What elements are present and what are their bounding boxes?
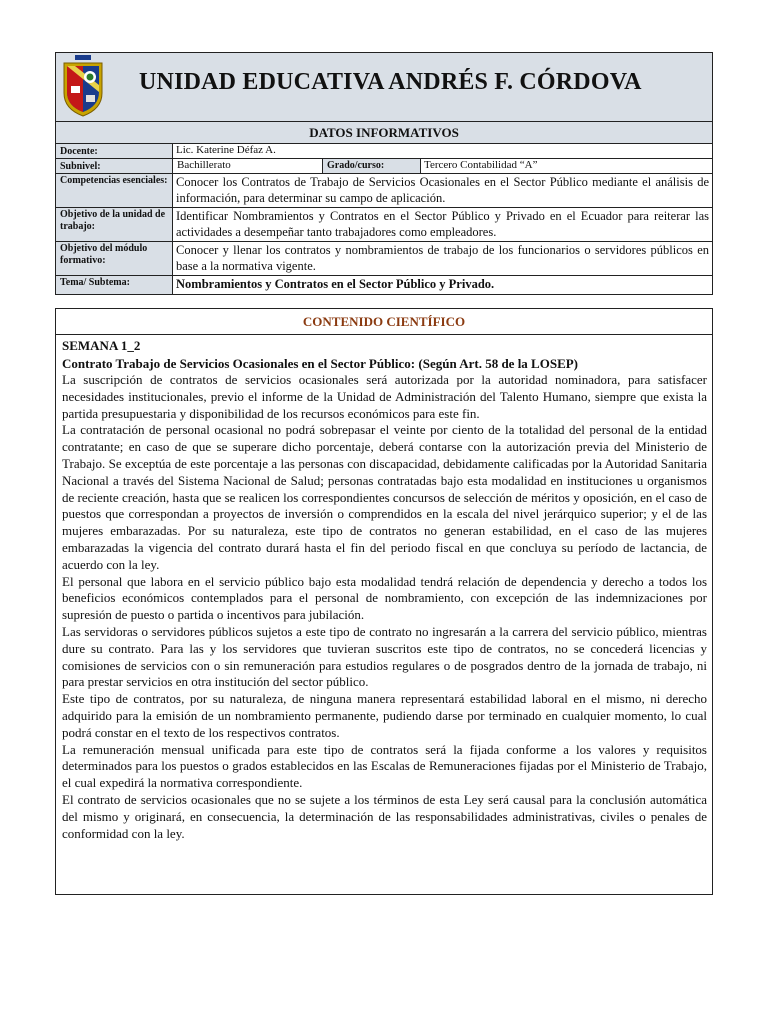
competencias-row [56, 174, 712, 208]
school-title: UNIDAD EDUCATIVA ANDRÉS F. CÓRDOVA [139, 69, 642, 95]
paragraph: El contrato de servicios ocasionales que no se sujete a los términos de esta Ley será causal para la conclusión automática del mismo y originará, en consecuencia, la determinación de las responsabilidades administrativas, civiles o penales de conformidad con la ley. [62, 791, 707, 841]
contenido-cientifico-box [55, 308, 713, 895]
tema-value: Nombramientos y Contratos en el Sector Público y Privado. [176, 277, 495, 291]
paragraph: Las servidoras o servidores públicos sujetos a este tipo de contrato no ingresarán a la carrera del servicio público, mientras dure su contrato. Para las y los servidores que tuvieran suscritos este tipo de contratos, no se concederá licencias y comisiones de servicios con o sin remuneración para estudios regulares o de posgrados dentro de la jornada de trabajo, ni para prestar servicios en otra institución del sector público. [62, 623, 707, 690]
competencias-value: Conocer los Contratos de Trabajo de Servicios Ocasionales en el Sector Público mediante el análisis de información, para determinar su campo de aplicación. [176, 175, 709, 205]
competencias-label: Competencias esenciales: [56, 174, 173, 207]
objetivo-modulo-value: Conocer y llenar los contratos y nombramientos de trabajo de los funcionarios o servidores públicos en base a la normativa vigente. [176, 243, 709, 273]
title-row [56, 53, 712, 122]
content-heading: CONTENIDO CIENTÍFICO [56, 309, 712, 335]
subnivel-row [56, 159, 712, 174]
content-subtitle: Contrato Trabajo de Servicios Ocasionales en el Sector Público: (Según Art. 58 de la LOSEP) [62, 356, 579, 371]
grado-value: Tercero Contabilidad “A” [424, 159, 538, 171]
docente-label: Docente: [56, 144, 173, 158]
grado-label: Grado/curso: [323, 159, 421, 173]
objetivo-modulo-row [56, 242, 712, 276]
tema-label: Tema/ Subtema: [56, 276, 173, 294]
subnivel-value: Bachillerato [173, 159, 323, 173]
paragraph: Este tipo de contratos, por su naturaleza, de ninguna manera representará estabilidad laboral en el mismo, ni derecho adquirido para la emisión de un nombramiento permanente, pudiendo darse por terminado en cualquier momento, lo cual podrá constar en el texto de los respectivos contratos. [62, 691, 707, 740]
objetivo-unidad-row [56, 208, 712, 242]
section-title: DATOS INFORMATIVOS [56, 122, 712, 144]
content-body [56, 335, 712, 842]
paragraph: El personal que labora en el servicio público bajo esta modalidad tendrá relación de dependencia y derecho a todos los beneficios económicos contemplados para el personal de nombramiento, con excepción de las indemnizaciones por supresión de puesto o partida o incentivos para jubilación. [62, 573, 707, 623]
school-shield-logo [61, 55, 105, 117]
paragraph: La suscripción de contratos de servicios ocasionales será autorizada por la autoridad nominadora, para satisfacer necesidades institucionales, previo el informe de la Unidad de Administración del Talento Humano, siempre que exista la partida presupuestaria y disponibilidad de los recursos económicos para este fin. [62, 372, 707, 421]
docente-value: Lic. Katerine Défaz A. [176, 144, 276, 156]
objetivo-modulo-label: Objetivo del módulo formativo: [56, 242, 173, 275]
objetivo-unidad-value: Identificar Nombramientos y Contratos en el Sector Público y Privado en el Ecuador para reiterar las actividades a desempeñar tanto trabajadores como empleadores. [176, 209, 709, 239]
tema-row [56, 276, 712, 294]
objetivo-unidad-label: Objetivo de la unidad de trabajo: [56, 208, 173, 241]
docente-row [56, 144, 712, 159]
subnivel-label: Subnivel: [56, 159, 173, 173]
paragraph: La remuneración mensual unificada para este tipo de contratos será la fijada conforme a los valores y requisitos determinados para los puestos o grados establecidos en las Escalas de Remuneraciones fijadas por el Ministerio de Trabajo, el cual expedirá la normativa correspondiente. [62, 741, 707, 791]
semana-label: SEMANA 1_2 [62, 338, 141, 353]
paragraph: La contratación de personal ocasional no podrá sobrepasar el veinte por ciento de la totalidad del personal de la entidad contratante; en caso de que se superare dicho porcentaje, deberá contarse con la autorización previa del Ministerio de Trabajo. Se exceptúa de este porcentaje a las personas con discapacidad, debidamente calificadas por la Autoridad Sanitaria Nacional a través del Sistema Nacional de Salud; personas contratadas bajo esta modalidad en instituciones u organismos de reciente creación, hasta que se realicen los correspondientes concursos de selección de méritos y oposición, en el caso de puestos que correspondan a proyectos de inversión o comprendidos en la escala del nivel jerárquico superior; y el de las mujeres embarazadas. Por su naturaleza, este tipo de contratos no generan estabilidad, en el caso de las mujeres embarazadas la vigencia del contrato durará hasta el fin del periodo fiscal en que concluya su período de lactancia, de acuerdo con la ley. [62, 422, 707, 572]
info-header-table [55, 52, 713, 295]
